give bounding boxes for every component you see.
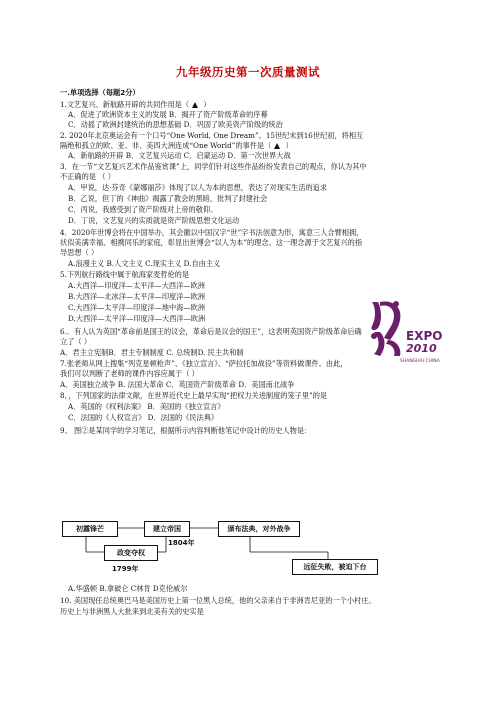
option-line: A.浪漫主义 B.人文主义 C.现实主义 D.自由主义 xyxy=(68,259,221,268)
question-line: 历史上与非洲黑人大批来到北美有关的史实是 xyxy=(60,607,204,616)
study-notes-diagram xyxy=(60,518,440,580)
question-line: 状似美满幸福、相携同乐的家庭，彰显出世博会“以人为本”的理念。这一理念源于文艺复兴的指 xyxy=(60,238,363,247)
question-line: 导思想（ ） xyxy=(60,248,99,257)
note-box-defeat: 远征失败，被迫下台 xyxy=(292,559,378,575)
option-line: A．新航路的开辟 B．文艺复兴运动 C．启蒙运动 D．第一次世界大战 xyxy=(68,151,291,160)
question-line: 4．2020年世博会将在中国举办，其会徽以中国汉字“世”字书法创意为形，寓意三人合臂相拥， xyxy=(60,228,364,237)
option-line: B．乙说，但丁的《神曲》揭露了教会的黑暗，批判了封建社会 xyxy=(68,194,268,203)
page-title: 九年级历史第一次质量测试 xyxy=(176,65,320,79)
option-line: B.大西洋—北冰洋—太平洋—印度洋—欧洲 xyxy=(68,292,205,301)
option-line: C．动摇了欧洲封建统治的思想基础 D．巩固了欧美资产阶级的统治 xyxy=(68,120,283,129)
question-line: 6.．有人认为英国“革命前是国王的议会，革命后是议会的国王”，这表明英国资产阶级革命后确 xyxy=(60,327,362,336)
question-line: 3．在一节“文艺复兴艺术作品鉴赏课”上，同学们针对这些作品纷纷发表自己的观点，你认为其中 xyxy=(60,162,367,171)
note-box-code: 颁布法典，对外战争 xyxy=(218,521,300,537)
year-label-1804: 1804年 xyxy=(168,539,195,547)
logo-city: SHANGHAI CHINA xyxy=(400,359,440,364)
option-line: A.大西洋—印度洋—太平洋—大西洋—欧洲 xyxy=(68,281,205,290)
question-line: 1.文艺复兴、新航路开辟的共同作用是（ ） xyxy=(60,100,211,109)
option-line: A．君主立宪制B．君主专制制度 C. 总统制D. 民主共和制 xyxy=(60,348,244,357)
question-line: 立了（ ） xyxy=(60,337,92,346)
option-line: A．英国的《权利法案》 B．美国的《独立宣言》 xyxy=(68,402,225,411)
option-line: C.大西洋—太平洋—印度洋—地中海—欧洲 xyxy=(68,303,205,312)
option-line: C．法国的《人权宣言》 D．法国的《民法典》 xyxy=(68,413,219,422)
year-label-1799: 1799年 xyxy=(112,565,139,573)
option-line: A.华盛顿 B.拿破仑 C林肯 D克伦威尔 xyxy=(68,584,188,593)
note-box-empire: 建立帝国 xyxy=(144,521,190,537)
question-line: 不正确的是 （ ） xyxy=(60,172,115,181)
logo-word: EXPO xyxy=(406,329,443,343)
logo-year: 2010 xyxy=(406,342,437,355)
question-line: 7.张老师从网上搜集“列克星顿枪声”、《独立宣言》、“萨拉托加战役”等资料做课件。由此， xyxy=(60,359,348,368)
option-line: C．丙说，我感受到了资产阶级对上帝的敬仰。 xyxy=(68,205,218,214)
question-line: 10. 美国现任总统奥巴马是美国历史上第一位黑人总统，他的父亲来自于非洲肯尼亚的一个小村庄。 xyxy=(60,596,376,605)
option-line: A．促进了欧洲资本主义的发展 B．揭开了资产阶级革命的序幕 xyxy=(68,110,268,119)
question-line: 2. 2020年北京奥运会有一个口号“One World, One Dream”。15世纪末到16世纪初，将相互 xyxy=(60,131,364,140)
expo-2010-logo xyxy=(366,300,446,370)
option-line: D.大西洋—太平洋—印度洋—大西洋—欧洲 xyxy=(68,314,206,323)
section-heading: 一.单项选择（每题2分） xyxy=(60,88,140,97)
question-line: 我们可以判断了老师的课件内容应属于（ ） xyxy=(60,369,199,378)
question-line: 5.下列航行路线中属于航海家麦哲伦的是 xyxy=(60,270,190,279)
answer-marker-icon xyxy=(274,143,280,149)
question-line: 9、 图②是某同学的学习笔记，根据所示内容判断他笔记中设计的历史人物是： xyxy=(60,426,312,435)
option-line: A．美国独立战争 B. 法国大革命 C．英国资产阶级革命 D．美国南北战争 xyxy=(60,380,295,389)
option-line: A．甲说，达·芬奇《蒙娜丽莎》体现了以人为本的思想，表达了对现实生活的追求 xyxy=(68,183,328,192)
note-box-rise: 初露锋芒 xyxy=(62,521,118,537)
question-line: 8．，下列国家的法律文献，在世界近代史上最早实现“把权力关进制度的笼子里”的是 xyxy=(60,391,328,400)
option-line: D．丁说，文艺复兴的实质就是资产阶级思想文化运动 xyxy=(68,216,240,225)
answer-marker-icon xyxy=(192,102,198,108)
note-box-coup: 政变夺权 xyxy=(104,545,158,561)
question-line: 隔绝和孤立的欧、亚、非、美四大洲连成“One World”的事件是（ ） xyxy=(60,141,293,150)
